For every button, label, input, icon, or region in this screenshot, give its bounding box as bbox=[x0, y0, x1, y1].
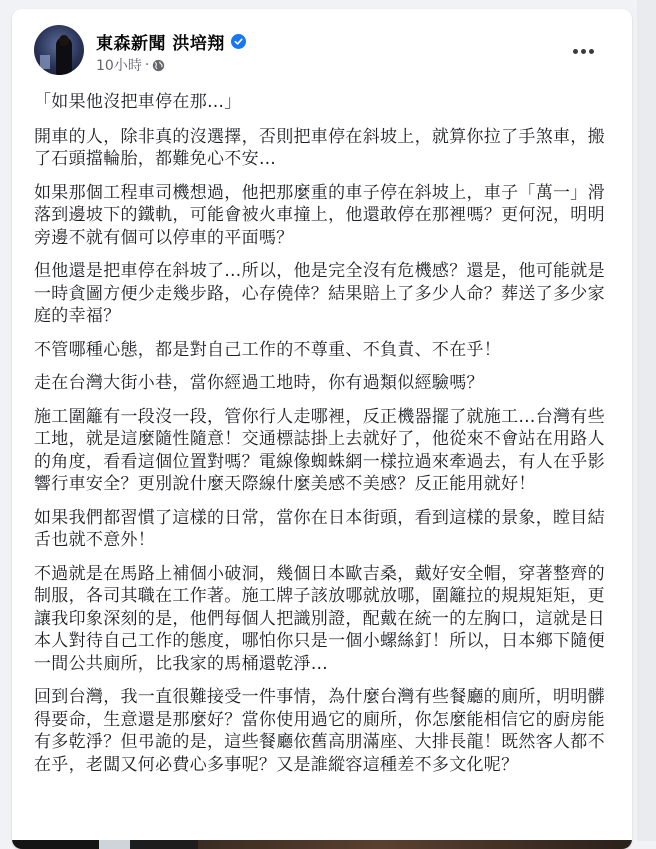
author-avatar[interactable] bbox=[34, 25, 84, 75]
post-timestamp[interactable]: 10小時 bbox=[96, 58, 142, 74]
more-options-button[interactable] bbox=[573, 49, 594, 54]
author-row bbox=[96, 29, 246, 54]
more-options-icon-dot bbox=[589, 49, 594, 54]
avatar-person-head bbox=[59, 35, 69, 46]
post-paragraph: 施工圍籬有一段沒一段，管你行人走哪裡，反正機器擺了就施工…台灣有些工地，就是這麼隨性隨意！交通標誌掛上去就好了，他從來不會站在用路人的角度，看看這個位置對嗎？電線像蜘蛛網一樣拉過來牽過去，有人在乎影響行車安全？更別說什麼天際線什麼美感不美感？反正能用就好！ bbox=[34, 406, 605, 494]
right-scroll-gutter bbox=[637, 0, 656, 841]
post-text bbox=[34, 91, 622, 787]
more-options-icon-dot bbox=[581, 49, 586, 54]
post-paragraph: 但他還是把車停在斜坡了…所以，他是完全沒有危機感？還是，他可能就是一時貪圖方便少走幾步路，心存僥倖？結果賠上了多少人命？葬送了多少家庭的幸福？ bbox=[34, 261, 605, 326]
post-card bbox=[12, 9, 632, 849]
globe-icon[interactable] bbox=[152, 59, 165, 72]
meta-separator: · bbox=[144, 57, 150, 73]
post-paragraph: 如果我們都習慣了這樣的日常，當你在日本街頭，看到這樣的景象，瞠目結舌也就不意外！ bbox=[34, 507, 605, 550]
verified-badge-icon bbox=[231, 34, 246, 49]
avatar-background-light bbox=[40, 55, 50, 69]
post-paragraph: 開車的人，除非真的沒選擇，否則把車停在斜坡上，就算你拉了手煞車，搬了石頭擋輪胎，都難免心不安… bbox=[34, 126, 605, 169]
post-title-line: 「如果他沒把車停在那…」 bbox=[34, 92, 242, 112]
post-media-preview[interactable] bbox=[12, 840, 632, 849]
author-name[interactable]: 東森新聞 洪培翔 bbox=[96, 34, 225, 54]
more-options-icon-dot bbox=[573, 49, 578, 54]
post-header bbox=[34, 25, 614, 83]
post-paragraph: 走在台灣大街小巷，當你經過工地時，你有過類似經驗嗎？ bbox=[34, 373, 484, 393]
post-paragraph: 回到台灣，我一直很難接受一件事情，為什麼台灣有些餐廳的廁所，明明髒得要命，生意還是那麼好？當你使用過它的廁所，你怎麼能相信它的廚房能有多乾淨？但弔詭的是，這些餐廳依舊高朋滿座、大排長龍！既然客人都不在乎，老闆又何必費心多事呢？又是誰縱容這種差不多文化呢？ bbox=[34, 687, 605, 775]
post-meta bbox=[96, 55, 165, 75]
post-paragraph: 如果那個工程車司機想過，他把那麼重的車子停在斜坡上，車子「萬一」滑落到邊坡下的鐵軌，可能會被火車撞上，他還敢停在那裡嗎？更何況，明明旁邊不就有個可以停車的平面嗎？ bbox=[34, 182, 605, 248]
post-paragraph: 不過就是在馬路上補個小破洞，幾個日本歐吉桑，戴好安全帽，穿著整齊的制服，各司其職在工作著。施工牌子該放哪就放哪，圍籬拉的規規矩矩，更讓我印象深刻的是，他們每個人把識別證，配戴在統一的左胸口，這就是日本人對待自己工作的態度，哪怕你只是一個小螺絲釘！所以，日本鄉下隨便一間公共廁所，比我家的馬桶還乾淨… bbox=[34, 563, 605, 674]
post-paragraph: 不管哪種心態，都是對自己工作的不尊重、不負責、不在乎！ bbox=[34, 339, 502, 360]
